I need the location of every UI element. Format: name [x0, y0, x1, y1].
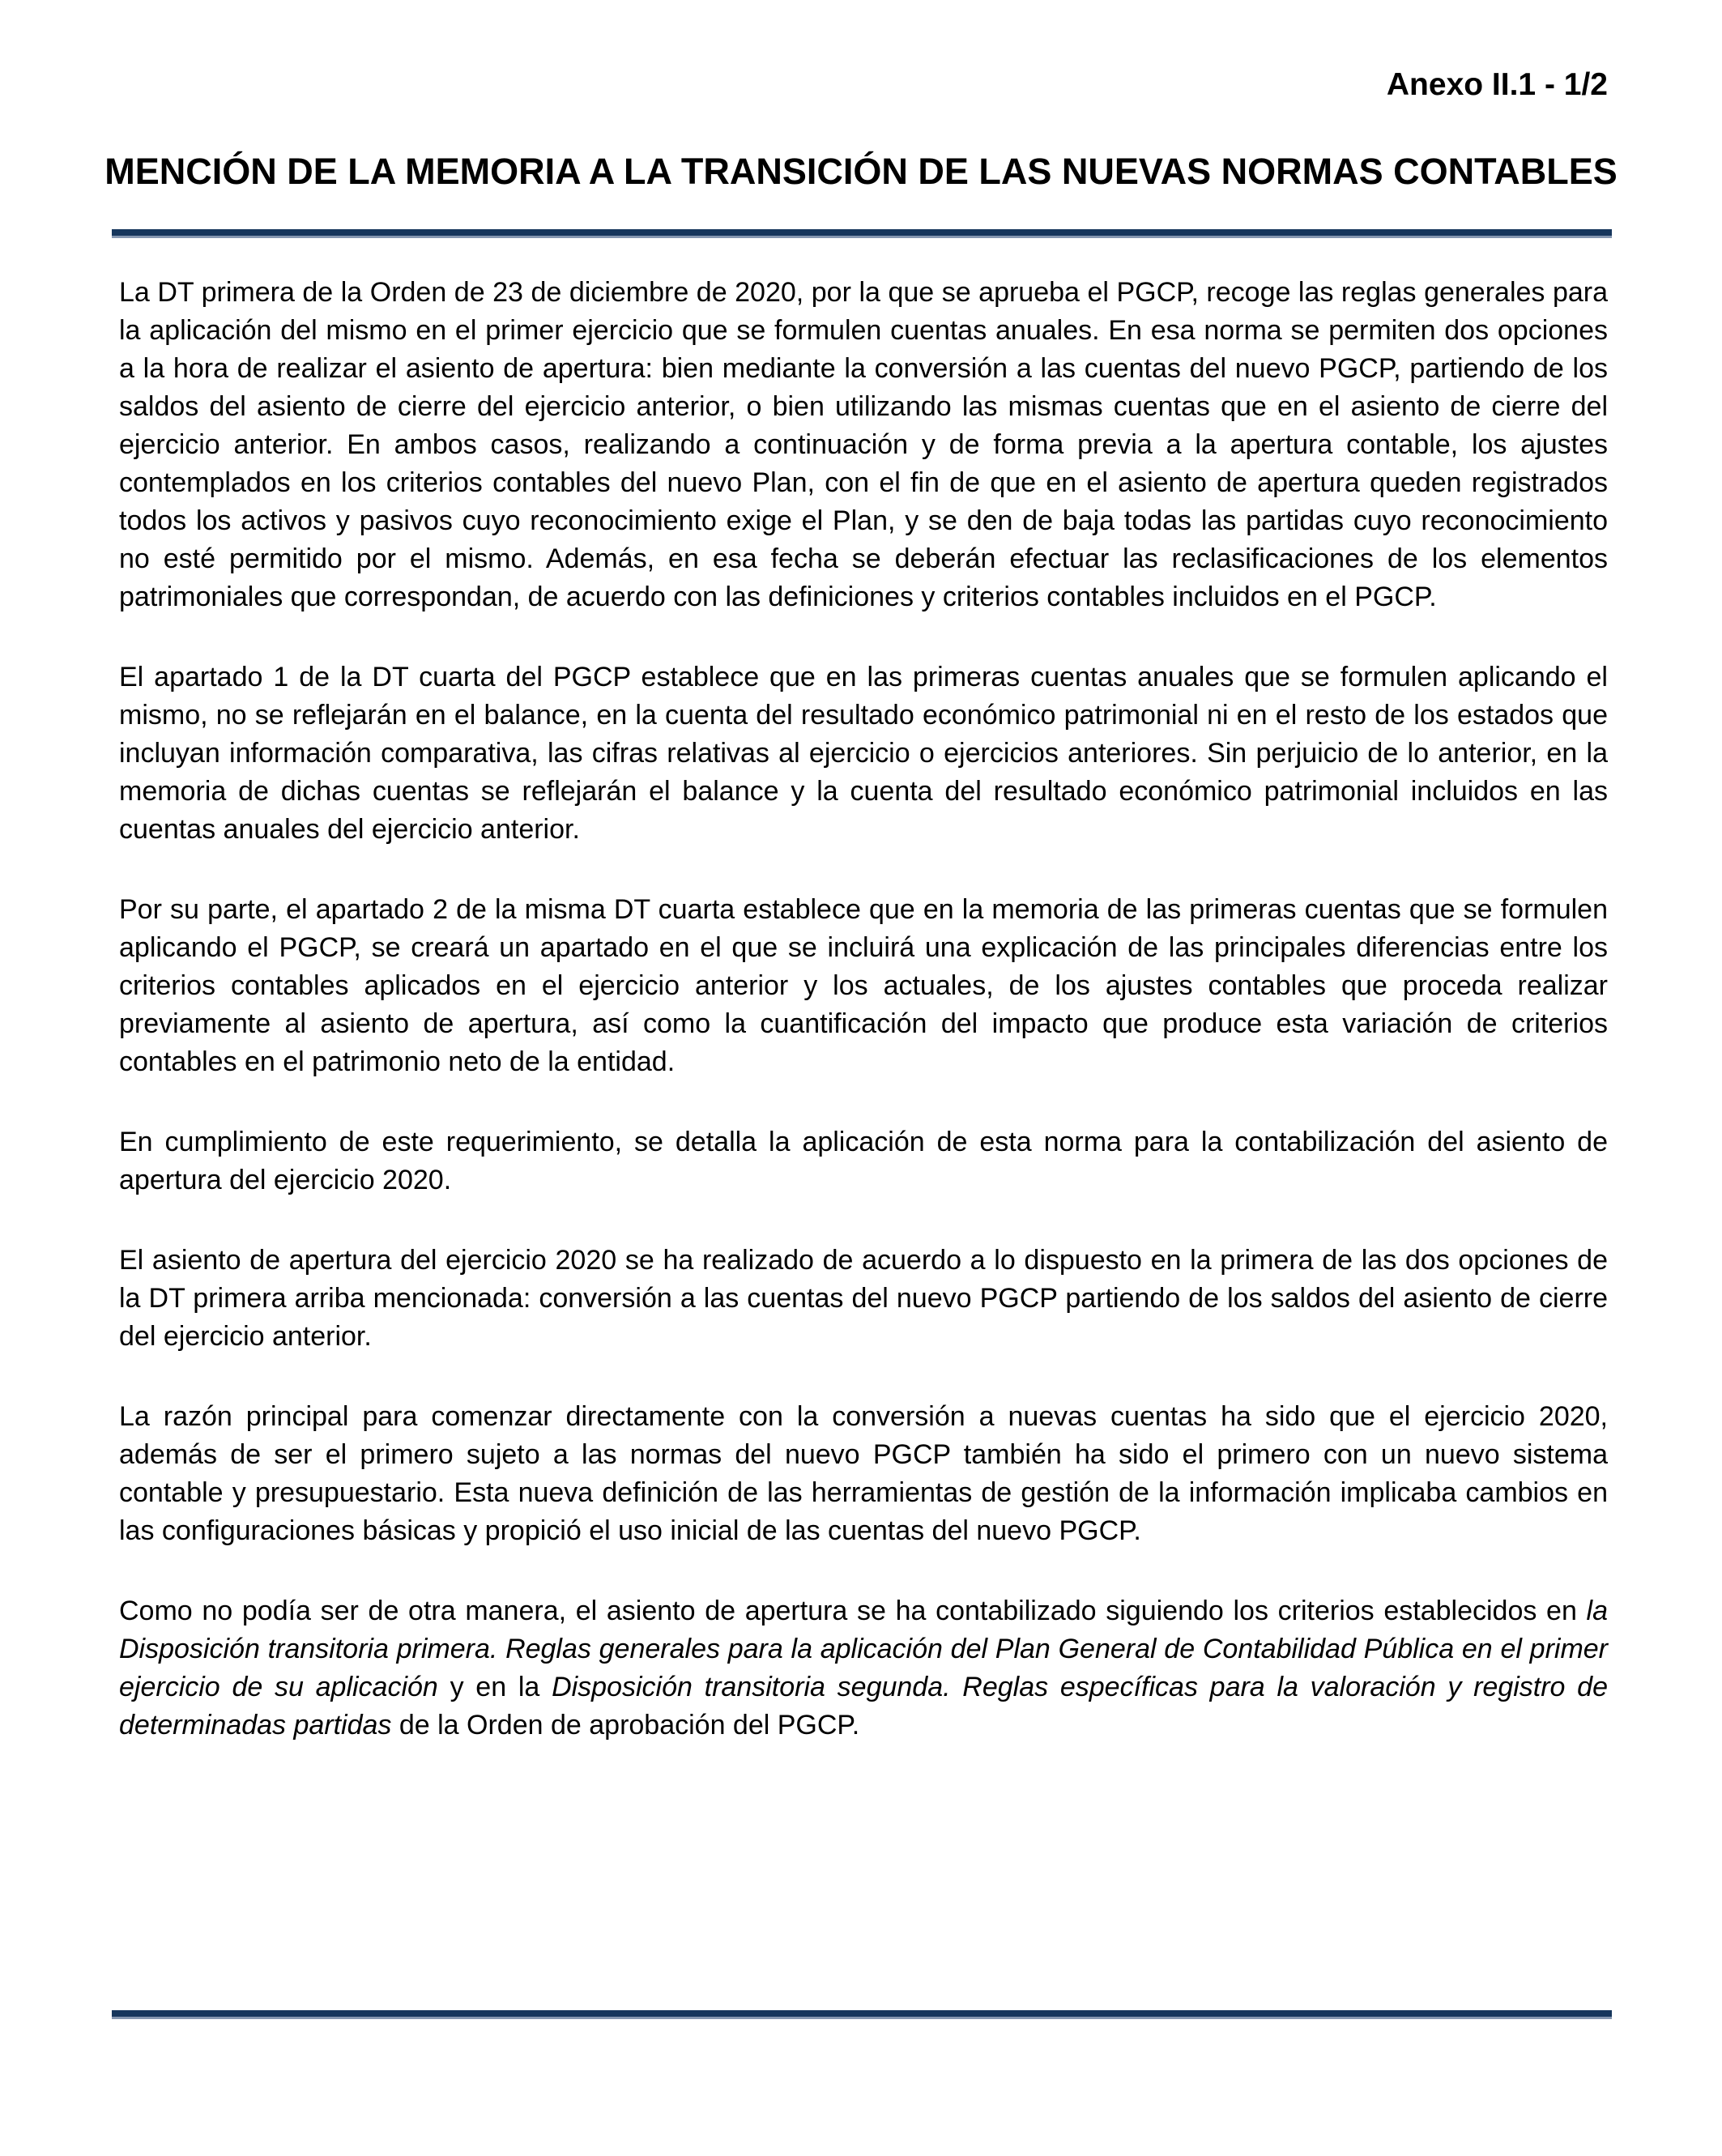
paragraph-1: La DT primera de la Orden de 23 de diciembre de 2020, por la que se aprueba el PGCP, recoge las reglas generales para la aplicación del mismo en el primer ejercicio que se formulen cuentas anuales. En esa norma se permiten dos opciones a la hora de realizar el asiento de apertura: bien mediante la conversión a las cuentas del nuevo PGCP, partiendo de los saldos del asiento de cierre del ejercicio anterior, o bien utilizando las mismas cuentas que en el asiento de cierre del ejercicio anterior. En ambos casos, realizando a continuación y de forma previa a la apertura contable, los ajustes contemplados en los criterios contables del nuevo Plan, con el fin de que en el asiento de apertura queden registrados todos los activos y pasivos cuyo reconocimiento exige el Plan, y se den de baja todas las partidas cuyo reconocimiento no esté permitido por el mismo. Además, en esa fecha se deberán efectuar las reclasificaciones de los elementos patrimoniales que correspondan, de acuerdo con las definiciones y criterios contables incluidos en el PGCP.: [119, 277, 1608, 612]
page-header: [119, 68, 1608, 102]
paragraph-3: Por su parte, el apartado 2 de la misma DT cuarta establece que en la memoria de las primeras cuentas que se formulen aplicando el PGCP, se creará un apartado en el que se incluirá una explicación de las principales diferencias entre los criterios contables aplicados en el ejercicio anterior y los actuales, de los ajustes contables que proceda realizar previamente al asiento de apertura, así como la cuantificación del impacto que produce esta variación de criterios contables en el patrimonio neto de la entidad.: [119, 894, 1608, 1077]
paragraph-7-segment-regular: Como no podía ser de otra manera, el asiento de apertura se ha contabilizado siguiendo los criterios establecidos en: [119, 1596, 1587, 1626]
annex-page-label: Anexo II.1 - 1/2: [1386, 67, 1608, 102]
paragraph-4: En cumplimiento de este requerimiento, se detalla la aplicación de esta norma para la contabilización del asiento de apertura del ejercicio 2020.: [119, 1127, 1608, 1195]
paragraph-7-segment-regular: y en la: [437, 1672, 552, 1702]
paragraph-6: La razón principal para comenzar directamente con la conversión a nuevas cuentas ha sido que el ejercicio 2020, además de ser el primero sujeto a las normas del nuevo PGCP también ha sido el primero con un nuevo sistema contable y presupuestario. Esta nueva definición de las herramientas de gestión de la información implicaba cambios en las configuraciones básicas y propició el uso inicial de las cuentas del nuevo PGCP.: [119, 1401, 1608, 1546]
paragraph-5: El asiento de apertura del ejercicio 2020 se ha realizado de acuerdo a lo dispuesto en la primera de las dos opciones de la DT primera arriba mencionada: conversión a las cuentas del nuevo PGCP partiendo de los saldos del asiento de cierre del ejercicio anterior.: [119, 1245, 1608, 1352]
paragraph-7: [119, 1592, 1608, 1745]
paragraph-2: El apartado 1 de la DT cuarta del PGCP establece que en las primeras cuentas anuales que se formulen aplicando el mismo, no se reflejarán en el balance, en la cuenta del resultado económico patrimonial ni en el resto de los estados que incluyan información comparativa, las cifras relativas al ejercicio o ejercicios anteriores. Sin perjuicio de lo anterior, en la memoria de dichas cuentas se reflejarán el balance y la cuenta del resultado económico patrimonial incluidos en las cuentas anuales del ejercicio anterior.: [119, 662, 1608, 845]
paragraph-7-segment-regular: de la Orden de aprobación del PGCP.: [391, 1710, 860, 1741]
document-body: [119, 274, 1608, 1745]
document-title: MENCIÓN DE LA MEMORIA A LA TRANSICIÓN DE LAS NUEVAS NORMAS CONTABLES: [104, 151, 1618, 192]
paragraph-7-segment-italic: la Disposición transitoria primera. Reglas generales para la aplicación del Plan General de Contabilidad Pública en el primer ejercicio de su aplicación: [119, 1596, 1608, 1702]
paragraph-7-segment-italic: Disposición transitoria segunda. Reglas específicas para la valoración y registro de determinadas partidas: [119, 1672, 1609, 1741]
title-divider-bar: [112, 229, 1612, 238]
footer-divider-bar: [112, 2010, 1612, 2019]
